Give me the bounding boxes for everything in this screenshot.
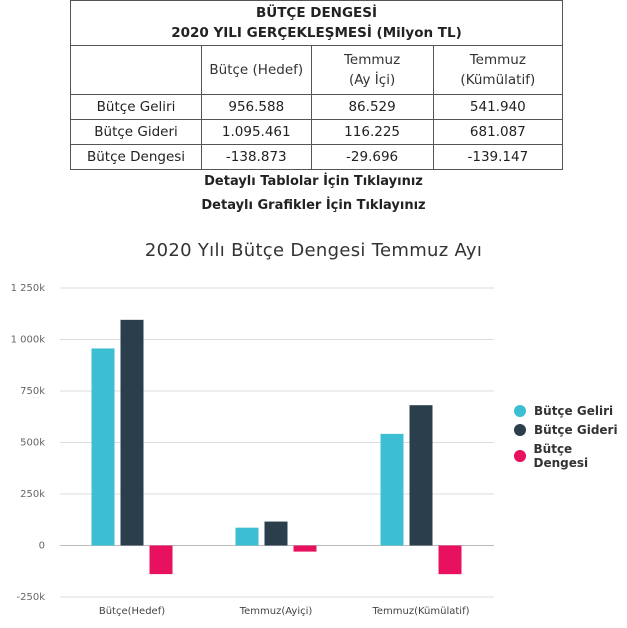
cell-value: 956.588 bbox=[202, 95, 311, 120]
header-cumulative-line2: (Kümülatif) bbox=[460, 72, 536, 88]
y-tick-label: 1 000k bbox=[10, 334, 45, 346]
legend-item[interactable] bbox=[514, 404, 613, 418]
bar bbox=[92, 348, 115, 545]
legend-label: Bütçe Geliri bbox=[534, 404, 614, 418]
y-tick-label: 750k bbox=[20, 386, 45, 397]
header-empty-cell bbox=[71, 46, 202, 95]
header-cumulative-line1: Temmuz bbox=[469, 52, 526, 68]
legend-marker-icon bbox=[514, 424, 526, 436]
x-tick-label: Bütçe(Hedef) bbox=[98, 606, 166, 617]
table-title bbox=[71, 1, 563, 46]
table-row bbox=[71, 120, 563, 145]
chart-title: 2020 Yılı Bütçe Dengesi Temmuz Ayı bbox=[144, 240, 483, 261]
bar bbox=[410, 405, 433, 545]
bar bbox=[381, 434, 404, 546]
legend-marker-icon bbox=[514, 450, 526, 462]
cell-value: -139.147 bbox=[433, 145, 562, 170]
cell-value: 1.095.461 bbox=[202, 120, 311, 145]
legend-item[interactable] bbox=[514, 442, 627, 470]
y-tick-label: 500k bbox=[20, 437, 45, 449]
bar bbox=[121, 320, 144, 546]
bar bbox=[150, 546, 173, 575]
cell-value: -138.873 bbox=[202, 145, 311, 170]
legend-label: Bütçe Dengesi bbox=[533, 442, 589, 470]
header-cumulative bbox=[433, 46, 562, 95]
y-tick-label: 1 250k bbox=[10, 283, 45, 294]
cell-value: 541.940 bbox=[433, 95, 562, 120]
header-target: Bütçe (Hedef) bbox=[202, 46, 311, 95]
bar bbox=[265, 522, 288, 546]
cell-value: -29.696 bbox=[311, 145, 433, 170]
row-label: Bütçe Geliri bbox=[71, 95, 202, 120]
legend-marker-icon bbox=[514, 405, 526, 417]
table-title-line2: 2020 YILI GERÇEKLEŞMESİ (Milyon TL) bbox=[171, 25, 462, 41]
x-tick-label: Temmuz(Kümülatif) bbox=[372, 606, 470, 617]
y-tick-label: 0 bbox=[38, 540, 45, 552]
legend-item[interactable] bbox=[514, 423, 618, 437]
x-tick-label: Temmuz(Ayiçi) bbox=[239, 606, 313, 617]
header-monthly bbox=[311, 46, 433, 95]
header-monthly-line2: (Ay İçi) bbox=[348, 72, 396, 88]
header-monthly-line1: Temmuz bbox=[343, 52, 401, 68]
cell-value: 86.529 bbox=[311, 95, 433, 120]
budget-table-wrapper bbox=[70, 0, 563, 170]
budget-table bbox=[70, 0, 563, 170]
bar bbox=[236, 528, 259, 546]
y-tick-label: 250k bbox=[20, 489, 45, 500]
detailed-tables-link[interactable]: Detaylı Tablolar İçin Tıklayınız bbox=[204, 174, 423, 189]
cell-value: 681.087 bbox=[433, 120, 562, 145]
bar bbox=[439, 546, 462, 575]
detailed-charts-link[interactable]: Detaylı Grafikler İçin Tıklayınız bbox=[201, 198, 426, 213]
table-row bbox=[71, 95, 563, 120]
table-title-line1: BÜTÇE DENGESİ bbox=[255, 5, 378, 21]
table-title-row bbox=[71, 1, 563, 46]
row-label: Bütçe Dengesi bbox=[71, 145, 202, 170]
legend-label: Bütçe Gideri bbox=[534, 423, 618, 437]
bar bbox=[294, 546, 317, 552]
row-label: Bütçe Gideri bbox=[71, 120, 202, 145]
y-tick-label: -250k bbox=[16, 592, 45, 603]
table-row bbox=[71, 145, 563, 170]
table-header-row bbox=[71, 46, 563, 95]
cell-value: 116.225 bbox=[311, 120, 433, 145]
